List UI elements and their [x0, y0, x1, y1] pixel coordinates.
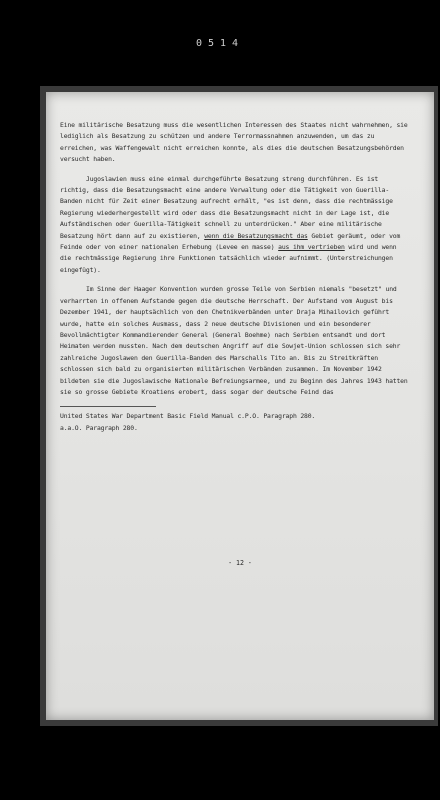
- underlined-phrase-2: aus ihm vertrieben: [278, 243, 345, 252]
- footnote-divider: [60, 406, 156, 407]
- paragraph-3: Im Sinne der Haager Konvention wurden grosse Teile von Serbien niemals "besetzt" und verharrten in offenem Aufstande gegen die deutsche Herrschaft. Der Aufstand vom August bis Dezember 1941, der hauptsächlich von den Chetnikverbänden unter Draja Mihailovich geführt wurde, hatte ein solches Ausmass, dass 2 neue deutsche Divisionen und ein besonderer Bevollmächtigter Kommandierender General (General Boehme) nach Serbien entsandt und dort Heimaten werden mussten. Nach dem deutschen Angriff auf die Sowjet-Union schlossen sich sehr zahlreiche Jugoslawen den Guerilla-Banden des Marschalls Tito an. Bis zu Streitkräften schlossen sich bald zu organisierten militärischen Verbänden zusammen. Im November 1942 bildeten sie die Jugoslawische Nationale Befreiungsarmee, und zu Beginn des Jahres 1943 hatten sie so grosse Gebiete Kroatiens erobert, dass sogar der deutsche Feind das: [60, 285, 412, 396]
- paragraph-1: Eine militärische Besatzung muss die wesentlichen Interessen des Staates nicht wahrnehmen, sie lediglich als Besatzung zu schützen und andere Terrormassnahmen anzuwenden, um das zu erreichen, was Waffengewalt nicht erreichen konnte, als dies die deutschen Besatzungsbehörden versucht haben.: [60, 121, 412, 164]
- underlined-phrase-1: wenn die Besatzungsmacht das: [204, 231, 308, 240]
- frame-number: 0514: [195, 38, 245, 49]
- footnote-1: United States War Department Basic Field Manual c.P.O. Paragraph 280.: [60, 412, 316, 421]
- document-page: [46, 92, 434, 720]
- footnote-2: a.a.O. Paragraph 280.: [60, 423, 138, 432]
- page-text: [60, 120, 412, 434]
- paragraph-2-text-a: Jugoslawien muss eine einmal durchgeführte Besatzung streng durchführen. Es ist richtig, dass die Besatzungsmacht eine andere Verwaltung oder die Tätigkeit von Guerilla-Banden nicht für Zeit einer Besatzung aufrecht erhält, "es ist denn, dass die rechtmässige Regierung wiederhergestellt wird oder dass die Besatzungsmacht nicht in der Lage ist, die Aufständischen oder Guerilla-Tätigkeit schnell zu unterdrücken." Aber eine militärische Besatzung hört dann auf zu existieren,: [60, 174, 397, 240]
- paragraph-2-text-c: wird und wenn die rechtmässige Regierung ihre Funktionen tatsächlich wieder aufnimmt. (Unterstreichungen eingefügt).: [60, 243, 401, 274]
- paragraph-2: [60, 174, 408, 277]
- paragraph-2-text-b: Gebiet geräumt, oder vom Feinde oder von einer nationalen Erhebung (Levee en masse): [60, 231, 404, 252]
- page-number: - 12 -: [228, 559, 252, 567]
